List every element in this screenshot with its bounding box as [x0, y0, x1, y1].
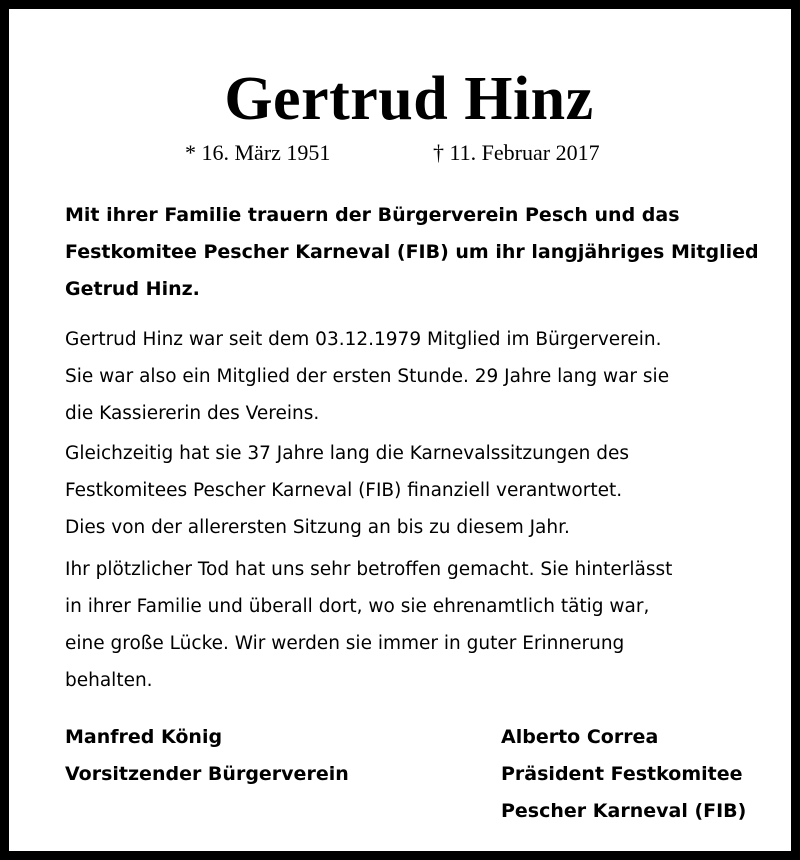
paragraph-line: Gleichzeitig hat sie 37 Jahre lang die Karnevalssitzungen des: [65, 443, 630, 464]
death-date: † 11. Februar 2017: [433, 140, 600, 165]
signature-title: Pescher Karneval (FIB): [501, 800, 747, 822]
signature-left: [65, 719, 349, 793]
paragraph-line: Dies von der allerersten Sitzung an bis zu diesem Jahr.: [65, 517, 570, 538]
signature-title: Präsident Festkomitee: [501, 763, 743, 785]
paragraph-line: Ihr plötzlicher Tod hat uns sehr betroffen gemacht. Sie hinterlässt: [65, 559, 673, 580]
paragraph-carnival: [65, 435, 765, 546]
paragraph-condolence: [65, 551, 765, 699]
signature-name: Manfred König: [65, 726, 223, 748]
paragraph-line: behalten.: [65, 670, 153, 691]
intro-text: [65, 197, 765, 308]
paragraph-line: in ihrer Familie und überall dort, wo sie ehrenamtlich tätig war,: [65, 596, 650, 617]
signature-name: Alberto Correa: [501, 726, 659, 748]
birth-date: * 16. März 1951: [185, 140, 331, 165]
paragraph-line: eine große Lücke. Wir werden sie immer in guter Erinnerung: [65, 633, 625, 654]
intro-line: Mit ihrer Familie trauern der Bürgerverein Pesch und das: [65, 204, 680, 226]
paragraph-line: die Kassiererin des Vereins.: [65, 403, 320, 424]
intro-line: Festkomitee Pescher Karneval (FIB) um ihr langjähriges Mitglied: [65, 241, 759, 263]
paragraph-membership: [65, 321, 765, 432]
paragraph-line: Gertrud Hinz war seit dem 03.12.1979 Mitglied im Bürgerverein.: [65, 329, 662, 350]
deceased-name: Gertrud Hinz: [224, 65, 594, 133]
signature-title: Vorsitzender Bürgerverein: [65, 763, 349, 785]
paragraph-line: Festkomitees Pescher Karneval (FIB) finanziell verantwortet.: [65, 480, 623, 501]
intro-line: Getrud Hinz.: [65, 278, 200, 300]
paragraph-line: Sie war also ein Mitglied der ersten Stunde. 29 Jahre lang war sie: [65, 366, 670, 387]
signature-right: [501, 719, 746, 830]
